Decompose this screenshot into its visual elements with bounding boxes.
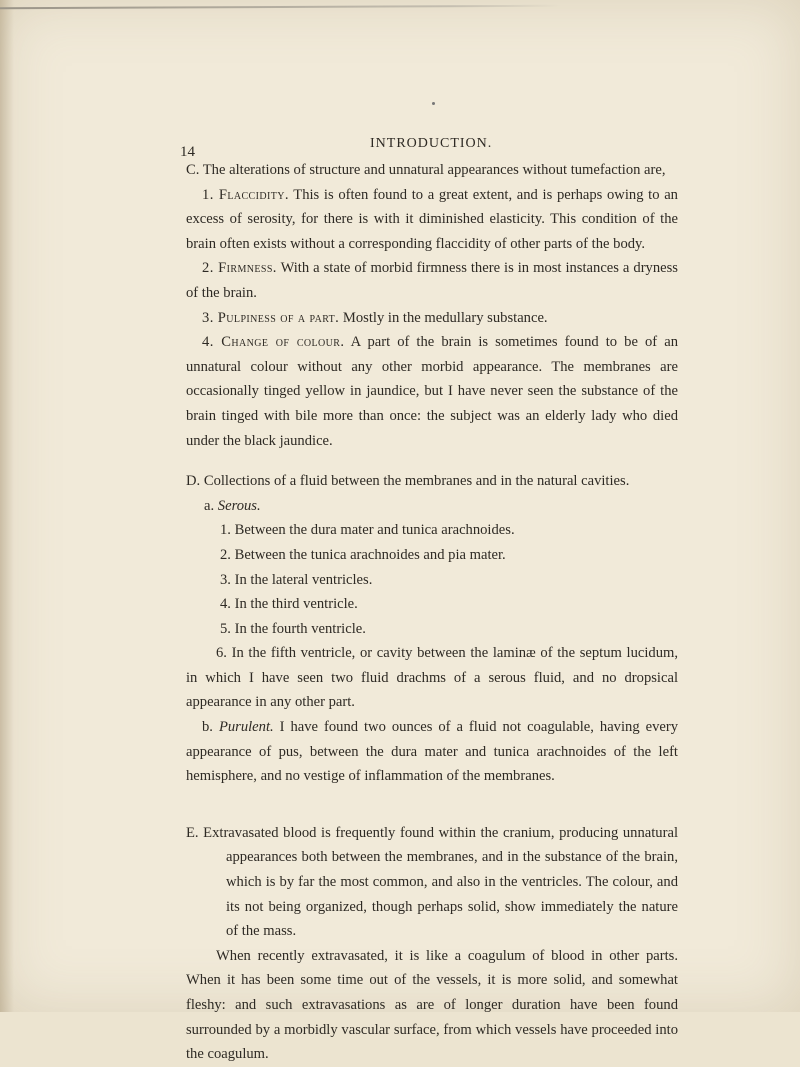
- section-gap: [186, 789, 678, 805]
- serous-item-4: 4. In the third ventricle.: [220, 596, 358, 613]
- serous-item-3: 3. In the lateral ventricles.: [220, 571, 373, 588]
- subsection-b: [186, 715, 678, 789]
- item-text: This is often found to a great extent, and is perhaps owing to an excess of serosity, for there is with it diminished elasticity. This condition of the brain often exists without a corresponding flaccidity of other parts of the body.: [186, 186, 678, 252]
- item-text: With a state of morbid firmness there is in most instances a dryness of the brain.: [186, 260, 678, 301]
- page-number: 14: [180, 144, 195, 160]
- serous-item-2: 2. Between the tunica arachnoides and pia mater.: [220, 546, 506, 563]
- top-edge-rule: [0, 5, 560, 9]
- subsection-label: a.: [204, 497, 215, 514]
- subsection-title: Serous.: [217, 497, 261, 514]
- section-c-lead: C. The alterations of structure and unnatural appearances without tumefaction are,: [186, 162, 666, 178]
- subsection-a-heading: [186, 494, 678, 519]
- section-e-paragraph: When recently extravasated, it is like a coagulum of blood in other parts. When it has been some time out of the vessels, it is more solid, and somewhat fleshy: and such extravasations as are of longer duration have been found surrounded by a morbidly vascular surface, from which vessels have proceeded into the coagulum.: [186, 947, 678, 1063]
- section-gap: [186, 453, 678, 469]
- subsection-title: Purulent.: [218, 719, 274, 736]
- item-label: 1. Flaccidity.: [202, 186, 289, 203]
- serous-item-5: 5. In the fourth ventricle.: [220, 620, 366, 637]
- page-header: [0, 136, 800, 160]
- item-text: A part of the brain is sometimes found to be of an unnatural colour without any other morbid appearance. The membranes are occasionally tinged yellow in jaundice, but I have never seen the substance of the brain tinged with bile more than once: the subject was an elderly lady who died under the black jaundice.: [186, 334, 678, 449]
- section-gap: [186, 805, 678, 821]
- subsection-text: I have found two ounces of a fluid not coagulable, having every appearance of pus, between the dura mater and tunica arachnoides of the left hemisphere, and no vestige of inflammation of the membranes.: [186, 719, 679, 785]
- section-d-lead: D. Collections of a fluid between the membranes and in the natural cavities.: [186, 473, 630, 490]
- section-c-item-4: [186, 330, 678, 453]
- serous-item-1: 1. Between the dura mater and tunica arachnoides.: [220, 522, 515, 539]
- section-c-item-3: [186, 306, 678, 331]
- subsection-label: b.: [202, 719, 213, 736]
- item-label: 4. Change of colour.: [202, 334, 345, 351]
- ink-speck: [432, 102, 435, 105]
- item-label: 2. Firmness.: [202, 260, 277, 277]
- body-text: [186, 158, 678, 1067]
- section-e-lead: E. Extravasated blood is frequently found within the cranium, producing unnatural appearances both between the membranes, and in the substance of the brain, which is by far the most common, and also in the ventricles. The colour, and its not being organized, though perhaps solid, show immediately the nature of the mass.: [186, 824, 678, 940]
- section-c-item-2: [186, 256, 678, 305]
- running-title: INTRODUCTION.: [370, 136, 493, 151]
- item-label: 3. Pulpiness of a part.: [202, 309, 340, 326]
- serous-item-6: 6. In the fifth ventricle, or cavity between the laminæ of the septum lucidum, in which I have seen two fluid drachms of a serous fluid, and no dropsical appearance in any other part.: [186, 645, 678, 711]
- section-c-item-1: [186, 183, 678, 257]
- item-text: Mostly in the medullary substance.: [339, 309, 548, 326]
